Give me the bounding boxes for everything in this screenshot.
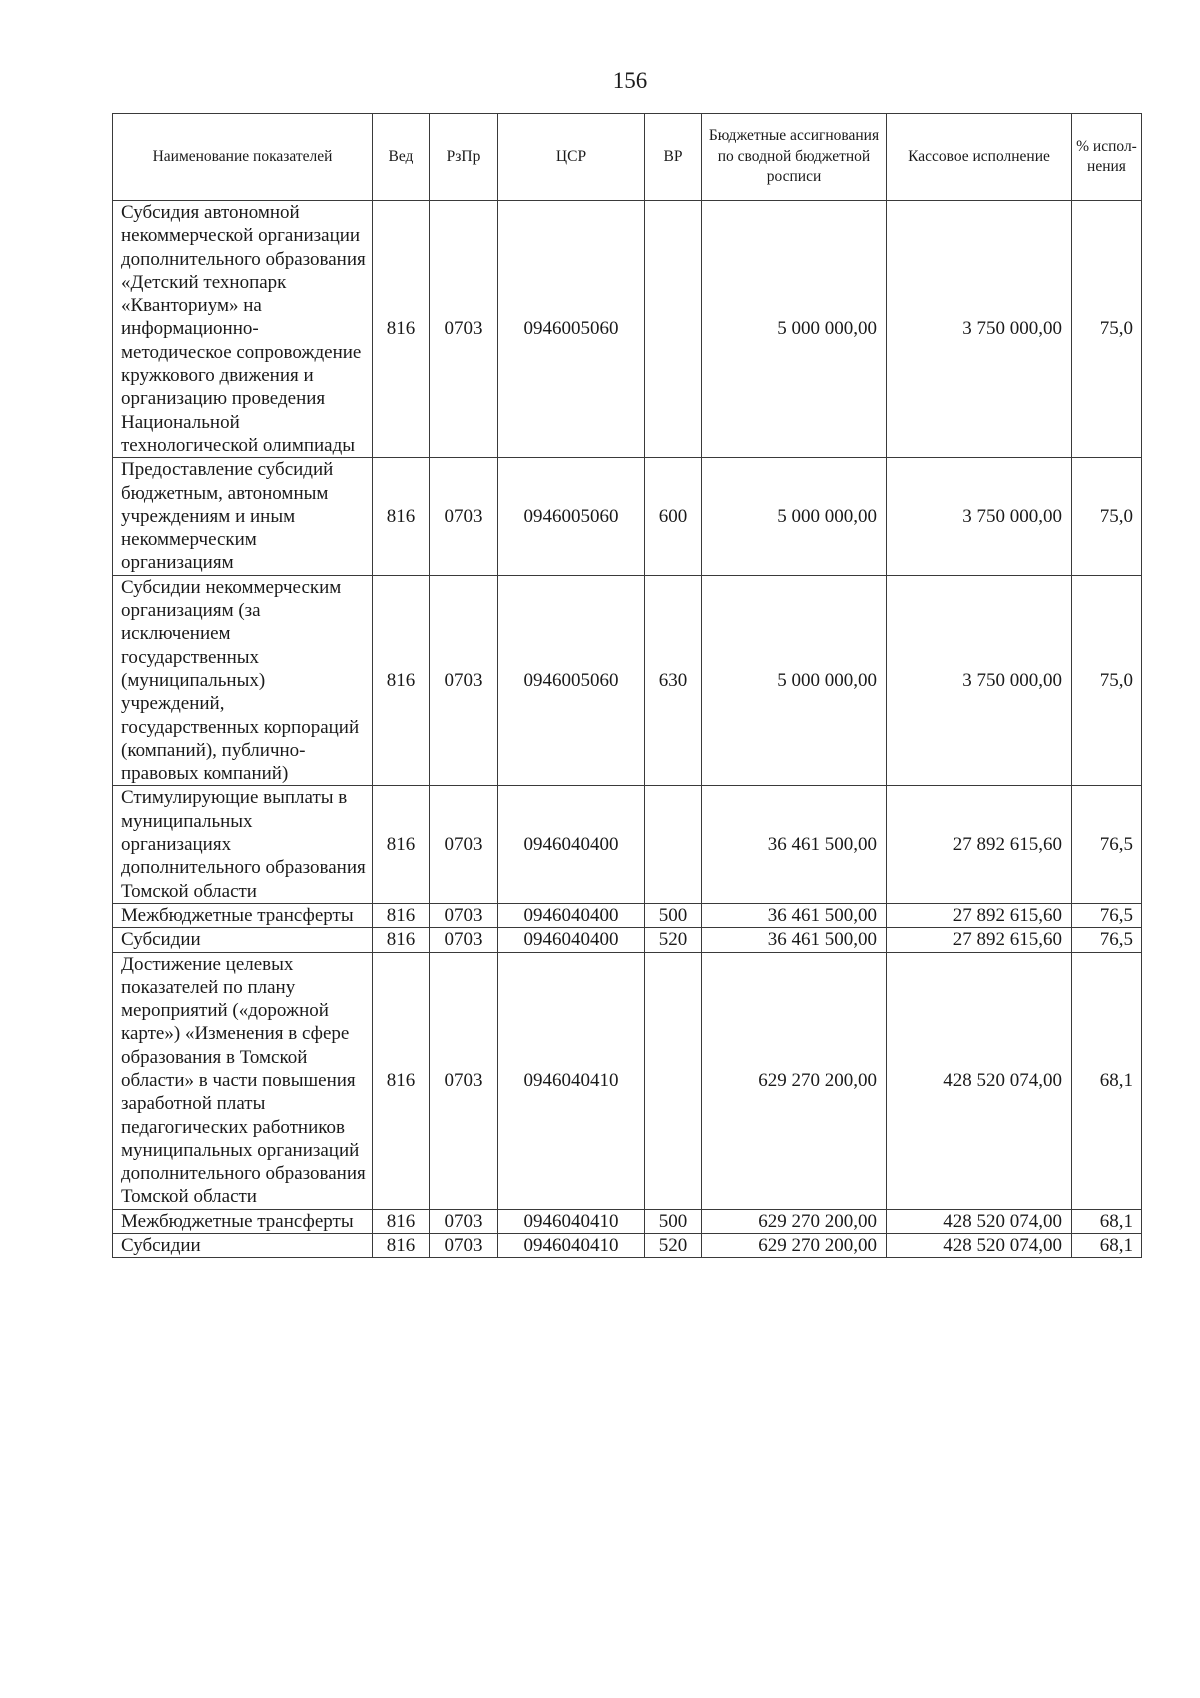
cell-vr: 630 (645, 575, 702, 786)
cell-rzpr: 0703 (430, 903, 498, 927)
cell-name: Стимулирующие выплаты в муниципальных организациях дополнительного образования Томской области (113, 786, 373, 903)
cell-assignments: 5 000 000,00 (702, 201, 887, 458)
header-ved: Вед (373, 114, 430, 201)
cell-percent: 76,5 (1072, 928, 1142, 952)
header-assignments: Бюджетные ассигнования по сводной бюджетной росписи (702, 114, 887, 201)
cell-cash-execution: 27 892 615,60 (887, 903, 1072, 927)
cell-assignments: 36 461 500,00 (702, 903, 887, 927)
cell-rzpr: 0703 (430, 1234, 498, 1258)
cell-vr: 520 (645, 1234, 702, 1258)
header-percent: % испол-нения (1072, 114, 1142, 201)
cell-ved: 816 (373, 201, 430, 458)
cell-ved: 816 (373, 786, 430, 903)
cell-percent: 75,0 (1072, 575, 1142, 786)
cell-cash-execution: 3 750 000,00 (887, 201, 1072, 458)
cell-percent: 68,1 (1072, 1209, 1142, 1233)
cell-name: Субсидии некоммерческим организациям (за исключением государственных (муниципальных) учреждений, государственных корпораций (компаний), публично-правовых компаний) (113, 575, 373, 786)
cell-rzpr: 0703 (430, 1209, 498, 1233)
header-rzpr: РзПр (430, 114, 498, 201)
cell-ved: 816 (373, 928, 430, 952)
cell-cash-execution: 27 892 615,60 (887, 786, 1072, 903)
table-row (113, 458, 1142, 575)
cell-rzpr: 0703 (430, 928, 498, 952)
cell-percent: 75,0 (1072, 201, 1142, 458)
cell-assignments: 36 461 500,00 (702, 786, 887, 903)
table-row (113, 201, 1142, 458)
cell-vr (645, 952, 702, 1209)
cell-cash-execution: 428 520 074,00 (887, 1234, 1072, 1258)
table-row (113, 952, 1142, 1209)
table-row (113, 928, 1142, 952)
cell-name: Достижение целевых показателей по плану мероприятий («дорожной карте») «Изменения в сфере образования в Томской области» в части повышения заработной платы педагогических работников муниципальных организаций дополнительного образования Томской области (113, 952, 373, 1209)
cell-vr: 520 (645, 928, 702, 952)
cell-vr: 600 (645, 458, 702, 575)
cell-ved: 816 (373, 903, 430, 927)
cell-percent: 76,5 (1072, 903, 1142, 927)
cell-assignments: 629 270 200,00 (702, 1209, 887, 1233)
cell-csr: 0946040400 (498, 928, 645, 952)
cell-csr: 0946040410 (498, 1234, 645, 1258)
cell-percent: 76,5 (1072, 786, 1142, 903)
cell-percent: 68,1 (1072, 952, 1142, 1209)
cell-assignments: 629 270 200,00 (702, 952, 887, 1209)
cell-cash-execution: 3 750 000,00 (887, 575, 1072, 786)
header-name: Наименование показателей (113, 114, 373, 201)
cell-name: Межбюджетные трансферты (113, 903, 373, 927)
cell-rzpr: 0703 (430, 952, 498, 1209)
cell-ved: 816 (373, 575, 430, 786)
cell-csr: 0946005060 (498, 201, 645, 458)
cell-name: Предоставление субсидий бюджетным, автономным учреждениям и иным некоммерческим организациям (113, 458, 373, 575)
cell-name: Субсидия автономной некоммерческой организации дополнительного образования «Детский технопарк «Кванториум» на информационно-методическое сопровождение кружкового движения и организацию проведения Национальной технологической олимпиады (113, 201, 373, 458)
cell-cash-execution: 428 520 074,00 (887, 952, 1072, 1209)
table-row (113, 575, 1142, 786)
cell-percent: 75,0 (1072, 458, 1142, 575)
cell-name: Субсидии (113, 1234, 373, 1258)
cell-cash-execution: 3 750 000,00 (887, 458, 1072, 575)
cell-rzpr: 0703 (430, 786, 498, 903)
cell-cash-execution: 428 520 074,00 (887, 1209, 1072, 1233)
cell-csr: 0946040400 (498, 786, 645, 903)
table-row (113, 1234, 1142, 1258)
cell-csr: 0946040410 (498, 1209, 645, 1233)
cell-csr: 0946005060 (498, 458, 645, 575)
cell-vr (645, 786, 702, 903)
cell-csr: 0946040410 (498, 952, 645, 1209)
header-csr: ЦСР (498, 114, 645, 201)
cell-ved: 816 (373, 458, 430, 575)
cell-vr: 500 (645, 903, 702, 927)
table-row (113, 786, 1142, 903)
cell-rzpr: 0703 (430, 201, 498, 458)
page-number: 156 (612, 68, 648, 93)
cell-assignments: 36 461 500,00 (702, 928, 887, 952)
cell-cash-execution: 27 892 615,60 (887, 928, 1072, 952)
cell-assignments: 629 270 200,00 (702, 1234, 887, 1258)
cell-vr (645, 201, 702, 458)
cell-csr: 0946040400 (498, 903, 645, 927)
cell-vr: 500 (645, 1209, 702, 1233)
header-row (113, 114, 1142, 201)
table-row (113, 1209, 1142, 1233)
header-vr: ВР (645, 114, 702, 201)
cell-assignments: 5 000 000,00 (702, 458, 887, 575)
cell-ved: 816 (373, 1209, 430, 1233)
cell-rzpr: 0703 (430, 458, 498, 575)
budget-table (112, 113, 1142, 1258)
cell-csr: 0946005060 (498, 575, 645, 786)
cell-name: Межбюджетные трансферты (113, 1209, 373, 1233)
cell-ved: 816 (373, 952, 430, 1209)
cell-name: Субсидии (113, 928, 373, 952)
table-row (113, 903, 1142, 927)
cell-assignments: 5 000 000,00 (702, 575, 887, 786)
cell-ved: 816 (373, 1234, 430, 1258)
cell-percent: 68,1 (1072, 1234, 1142, 1258)
cell-rzpr: 0703 (430, 575, 498, 786)
header-cash-execution: Кассовое исполнение (887, 114, 1072, 201)
